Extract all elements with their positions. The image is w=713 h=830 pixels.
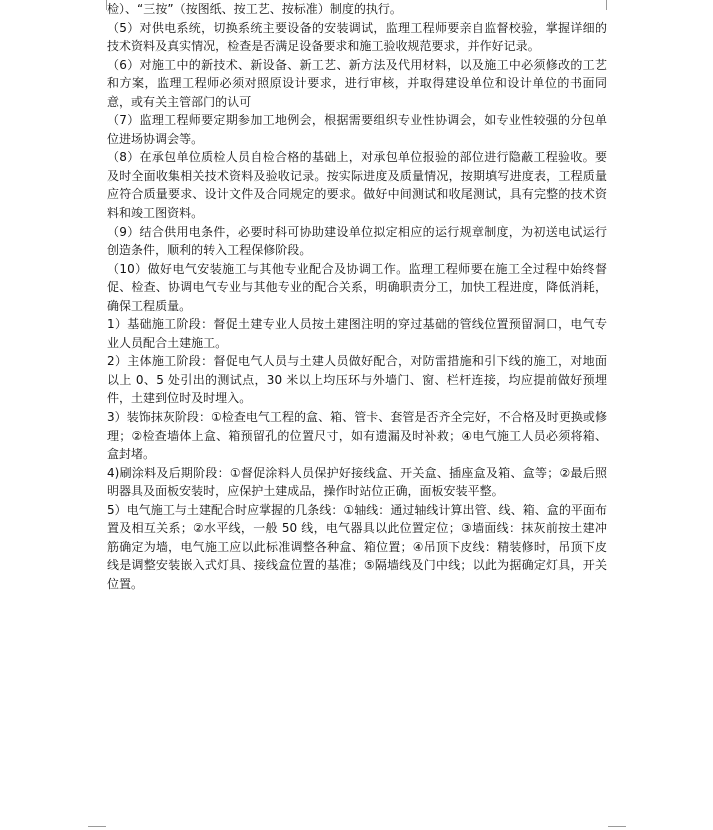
paragraph-stage-3: 3）装饰抹灰阶段：①检查电气工程的盒、箱、管卡、套管是否齐全完好，不合格及时更换或修理；②检查墙体上盒、箱预留孔的位置尺寸，如有遗漏及时补救；④电气施工人员必须将箱、盒封堵。 xyxy=(107,410,607,462)
paragraph-item-8: （8）在承包单位质检人员自检合格的基础上，对承包单位报验的部位进行隐蔽工程验收。要及时全面收集相关技术资料及验收记录。按实际进度及质量情况，按期填写进度表，工程质量应符合质量要求、设计文件及合同规定的要求。做好中间测试和收尾测试，具有完整的技术资料和竣工图资料。 xyxy=(107,150,607,221)
paragraph-item-10: （10）做好电气安装施工与其他专业配合及协调工作。监理工程师要在施工全过程中始终督促、检查、协调电气专业与其他专业的配合关系，明确职责分工，加快工程进度，降低消耗，确保工程质量。 xyxy=(107,261,607,313)
paragraph-stage-4: 4)刷涂料及后期阶段：①督促涂料人员保护好接线盒、开关盒、插座盒及箱、盒等；②最后照明器具及面板安装时，应保护土建成品，操作时站位正确，面板安装平整。 xyxy=(107,465,607,499)
paragraph-item-6: （6）对施工中的新技术、新设备、新工艺、新方法及代用材料，以及施工中必须修改的工艺和方案，监理工程师必须对照原设计要求，进行审核，并取得建设单位和设计单位的书面同意，或有关主管部门的认可 xyxy=(107,57,607,109)
paragraph-item-5: （5）对供电系统，切换系统主要设备的安装调试，监理工程师要亲自监督校验，掌握详细的技术资料及真实情况，检查是否满足设备要求和施工验收规范要求，并作好记录。 xyxy=(107,20,607,54)
paragraph-item-9: （9）结合供用电条件，必要时科可协助建设单位拟定相应的运行规章制度，为初送电试运行创造条件，顺利的转入工程保修阶段。 xyxy=(107,224,607,258)
paragraph-item-7: （7）监理工程师要定期参加工地例会，根据需要组织专业性协调会，如专业性较强的分包单位进场协调会等。 xyxy=(107,113,607,146)
paragraph-stage-1: 1）基础施工阶段：督促土建专业人员按土建图注明的穿过基础的管线位置预留洞口，电气专业人员配合土建施工。 xyxy=(107,317,607,350)
crop-mark-bottom-right xyxy=(608,826,626,827)
paragraph-stage-5: 5）电气施工与土建配合时应掌握的几条线：①轴线：通过轴线计算出管、线、箱、盒的平面布置及相互关系；②水平线，一般 50 线，电气器具以此位置定位；③墙面线：抹灰前按土建冲筋确定为墙，电气施工应以此标准调整各种盒、箱位置；④吊顶下皮线：精装修时，吊顶下皮线是调整安装嵌入式灯具、接线盒位置的基准；⑤隔墙线及门中线；以此为据确定灯具，开关位置。 xyxy=(107,502,607,591)
crop-mark-bottom-left xyxy=(88,826,106,827)
paragraph-stage-2: 2）主体施工阶段：督促电气人员与土建人员做好配合，对防雷措施和引下线的施工，对地面以上 0、5 处引出的测试点，30 米以上均压环与外墙门、窗、栏杆连接，均应提前做好预埋件，土建到位时及时埋入。 xyxy=(107,354,607,406)
paragraph-continuation: 检）、“三按”（按图纸、按工艺、按标准）制度的执行。 xyxy=(107,2,402,16)
document-body xyxy=(107,0,607,594)
